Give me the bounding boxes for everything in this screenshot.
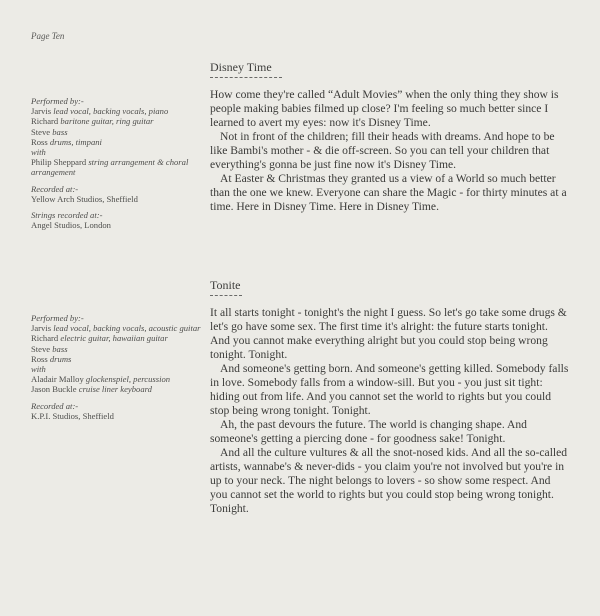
performed-by-label: Performed by:-	[31, 313, 84, 323]
with-label: with	[31, 364, 46, 375]
lyric-paragraph: At Easter & Christmas they granted us a view of a World so much better than the one we knew. Everyone can share the Magic - for thirty minutes at a time. Here in Disney Time. Here in Disney Time.	[210, 172, 567, 213]
performed-by-label: Performed by:-	[31, 96, 84, 106]
guest-line: Aladair Malloy glockenspiel, percussion	[31, 374, 171, 385]
lyric-paragraph: How come they're called “Adult Movies” when the only thing they show is people making babies filmed up close? I'm feeling so much better since I learned to avert my eyes: now it's Disney Time.	[210, 88, 559, 129]
recorded-at-value: Yellow Arch Studios, Sheffield	[31, 193, 138, 204]
title-underline	[210, 77, 282, 78]
lyrics	[210, 306, 570, 516]
recorded-at-label: Recorded at:-	[31, 400, 79, 411]
guest-line: Philip Sheppard string arrangement & choral arrangement	[31, 157, 189, 178]
with-label: with	[31, 147, 46, 158]
performer-line: Ross drums, timpani	[31, 136, 102, 147]
performer-line: Jarvis lead vocal, backing vocals, acoustic guitar	[31, 323, 201, 334]
lyric-paragraph: It all starts tonight - tonight's the night I guess. So let's go take some drugs & let's go have some sex. The first time it's alright: the future starts tonight. And you cannot make everything alright but you could stop being wrong tonight. Tonight.	[210, 306, 567, 361]
lyrics	[210, 88, 570, 214]
performer-line: Ross drums	[31, 353, 72, 364]
strings-recorded-value: Angel Studios, London	[31, 220, 111, 231]
lyric-paragraph: And all the culture vultures & all the snot-nosed kids. And all the so-called artists, wannabe's & never-dids - you claim you're not involved but you're in up to your neck. The night belongs to lovers - so show some respect. And you cannot set the world to rights but you could stop being wrong tonight. Tonight.	[210, 446, 568, 515]
recorded-at-label: Recorded at:-	[31, 183, 79, 194]
song-title: Disney Time	[210, 60, 272, 74]
performer-line: Richard electric guitar, hawaiian guitar	[31, 333, 168, 344]
lyric-paragraph: And someone's getting born. And someone's getting killed. Somebody falls in love. Somebody falls from a window-sill. But you - you just sit tight: hiding out from life. And you cannot set the world to rights but you could stop being wrong tonight. Tonight.	[210, 362, 569, 417]
song-disney-time	[210, 60, 570, 214]
recorded-at-value: K.P.I. Studios, Sheffield	[31, 410, 114, 421]
performer-line: Steve bass	[31, 343, 68, 354]
song-title: Tonite	[210, 278, 241, 292]
strings-recorded-label: Strings recorded at:-	[31, 210, 103, 221]
credits-disney-time	[31, 96, 206, 230]
guest-line: Jason Buckle cruise liner keyboard	[31, 384, 152, 395]
lyric-paragraph: Not in front of the children; fill their heads with dreams. And hope to be like Bambi's mother - & die off-screen. So you can tell your children that everything's gonna be just fine now it's Disney Time.	[210, 130, 555, 171]
performer-line: Richard baritone guitar, ring guitar	[31, 116, 154, 127]
song-tonite	[210, 278, 570, 516]
credits-tonite	[31, 313, 206, 421]
page-label: Page Ten	[31, 31, 65, 41]
performer-line: Steve bass	[31, 126, 68, 137]
lyric-paragraph: Ah, the past devours the future. The world is changing shape. And someone's getting a piercing done - for goodness sake! Tonight.	[210, 418, 527, 445]
title-underline	[210, 295, 242, 296]
performer-line: Jarvis lead vocal, backing vocals, piano	[31, 106, 169, 117]
